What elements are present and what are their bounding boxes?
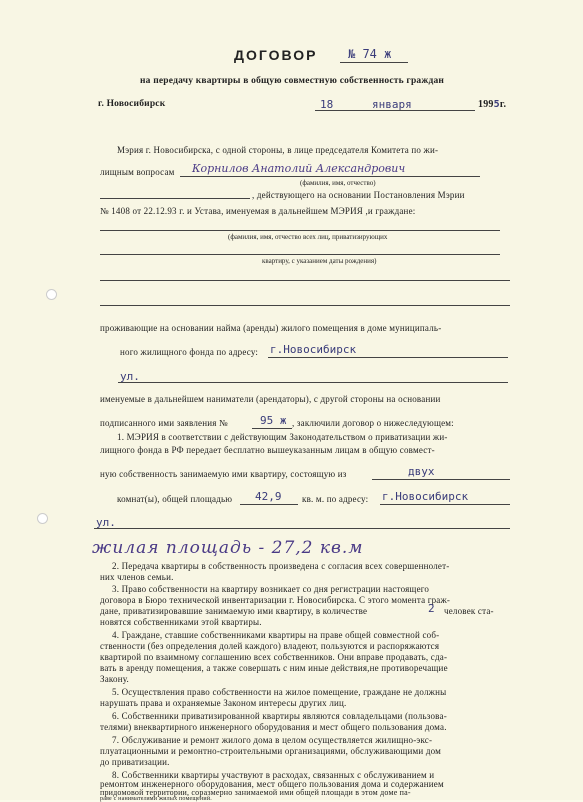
fio-caption: (фамилия, имя, отчество) bbox=[300, 179, 376, 187]
date-month: января bbox=[372, 98, 412, 111]
clause-5-1: 5. Осуществления право собственности на жилое помещение, граждане не должны bbox=[112, 687, 447, 697]
clause-6-1: 6. Собственники приватизированной квартиры являются совладельцами (пользова- bbox=[112, 711, 447, 721]
blank-line-2 bbox=[100, 230, 500, 231]
flat-address: г.Новосибирск bbox=[382, 490, 469, 503]
document-subtitle: на передачу квартиры в общую совместную собственность граждан bbox=[140, 76, 445, 86]
address-underline-2 bbox=[380, 504, 510, 505]
blank-line-5 bbox=[100, 305, 510, 306]
clause-4-1: 4. Граждане, ставшие собственниками квартиры на праве общей совместной соб- bbox=[112, 630, 440, 640]
application-underline bbox=[252, 428, 292, 429]
clause-7-3: до приватизации. bbox=[100, 757, 170, 767]
clause-3-3: дане, приватизировавшие занимаемую ими квартиру, в количестве bbox=[100, 606, 368, 616]
clause-4-3: квартирой по взаимному соглашению всех собственников. Они вправе продавать, сда- bbox=[100, 652, 448, 662]
blank-line-3 bbox=[100, 254, 500, 255]
date-day: 18 bbox=[320, 98, 334, 111]
document-title: ДОГОВОР bbox=[234, 47, 318, 63]
clause-8-4: раве с нанимателями жилых помещений. bbox=[100, 796, 212, 802]
address-underline-1 bbox=[268, 357, 508, 358]
rooms-count: двух bbox=[408, 465, 435, 478]
clause-3-5: новятся собственниками этой квартиры. bbox=[100, 617, 262, 627]
punch-hole-top bbox=[46, 289, 57, 300]
number-underline bbox=[340, 62, 408, 63]
residence-line-1: проживающие на основании найма (аренды) жилого помещения в доме муниципаль- bbox=[100, 323, 442, 333]
clause1-line-3: ную собственность занимаемую ими квартиру, состоящую из bbox=[100, 469, 347, 479]
residence-street: ул. bbox=[120, 370, 140, 383]
street-underline-2 bbox=[94, 528, 510, 529]
chairman-underline bbox=[180, 176, 480, 177]
date-year: 1995г. bbox=[478, 99, 507, 110]
area-underline bbox=[240, 504, 298, 505]
chairman-name: Корнилов Анатолий Александрович bbox=[192, 162, 406, 175]
clause1-line-1: 1. МЭРИЯ в соответствии с действующим Законодательством о приватизации жи- bbox=[117, 432, 448, 442]
living-area-note: жилая площадь - 27,2 кв.м bbox=[92, 538, 364, 558]
clause-3-4: человек ста- bbox=[444, 606, 494, 616]
clause-3-1: 3. Право собственности на квартиру возникает со дня регистрации настоящего bbox=[112, 584, 430, 594]
street-underline-1 bbox=[118, 382, 508, 383]
residence-line-4: подписанного ими заявления № bbox=[100, 418, 228, 428]
flat-street: ул. bbox=[96, 516, 116, 529]
total-area: 42,9 bbox=[255, 490, 282, 503]
persons-count: 2 bbox=[428, 602, 435, 615]
intro-line-1: Мэрия г. Новосибирска, с одной стороны, в лице председателя Комитета по жи- bbox=[117, 145, 439, 155]
clause-8-2: ремонтом инженерного оборудования, мест общего пользования дома и содержанием bbox=[100, 779, 444, 789]
clause-4-4: вать в аренду помещения, а также совершать с ним иные действия,не противоречащие bbox=[100, 663, 448, 673]
clause1-line-4: комнат(ы), общей площадью bbox=[117, 494, 233, 504]
clause-7-2: плуатационными и ремонтно-строительными организациями, обслуживающими дом bbox=[100, 746, 442, 756]
residence-line-3: именуемые в дальнейшем наниматели (арендаторы), с другой стороны на основании bbox=[100, 394, 441, 404]
intro-line-3: , действующего на основании Постановления Мэрии bbox=[252, 190, 465, 200]
clause-2-2: них членов семьи. bbox=[100, 572, 174, 582]
clause-7-1: 7. Обслуживание и ремонт жилого дома в целом осуществляется жилищно-экс- bbox=[112, 735, 433, 745]
clause-8-1: 8. Собственники квартиры участвуют в расходах, связанных с обслуживанием и bbox=[112, 770, 435, 780]
blank-line-4 bbox=[100, 280, 510, 281]
citizens-caption-1: (фамилия, имя, отчество всех лиц, приватизирующих bbox=[228, 233, 388, 241]
citizens-caption-2: квартиру, с указанием даты рождения) bbox=[262, 257, 377, 265]
clause-8-3: придомовой территории, соразмерно занимаемой ими общей площади в этом доме па- bbox=[100, 788, 411, 797]
residence-line-4-end: , заключили договор о нижеследующем: bbox=[292, 418, 454, 428]
clause-3-2: договора в Бюро технической инвентаризации г. Новосибирска. С этого момента граж- bbox=[100, 595, 451, 605]
rooms-underline bbox=[372, 479, 510, 480]
clause1-line-4-mid: кв. м. по адресу: bbox=[302, 494, 369, 504]
clause-5-2: нарушать права и охраняемые Законом интересы других лиц. bbox=[100, 698, 347, 708]
city-label: г. Новосибирск bbox=[98, 99, 166, 109]
clause-6-2: телями) внеквартирного инженерного оборудования и мест общего пользования дома. bbox=[100, 722, 447, 732]
application-number: 95 ж bbox=[260, 414, 287, 427]
clause-4-5: Закону. bbox=[100, 674, 129, 684]
punch-hole-bottom bbox=[37, 513, 48, 524]
intro-line-2: лищным вопросам bbox=[100, 167, 175, 177]
date-underline bbox=[315, 110, 475, 111]
residence-line-2: ного жилищного фонда по адресу: bbox=[120, 347, 259, 357]
contract-number: № 74 ж bbox=[348, 47, 392, 61]
clause1-line-2: лищного фонда в РФ передает бесплатно вышеуказанным лицам в общую совмест- bbox=[100, 445, 435, 455]
residence-address: г.Новосибирск bbox=[270, 343, 357, 356]
intro-line-4: № 1408 от 22.12.93 г. и Устава, именуемая в дальнейшем МЭРИЯ ,и граждане: bbox=[100, 206, 416, 216]
clause-4-2: ственности (без определения долей каждого) владеют, пользуются и распоряжаются bbox=[100, 641, 440, 651]
blank-line-1 bbox=[100, 198, 250, 199]
clause-2-1: 2. Передача квартиры в собственность произведена с согласия всех совершеннолет- bbox=[112, 561, 450, 571]
